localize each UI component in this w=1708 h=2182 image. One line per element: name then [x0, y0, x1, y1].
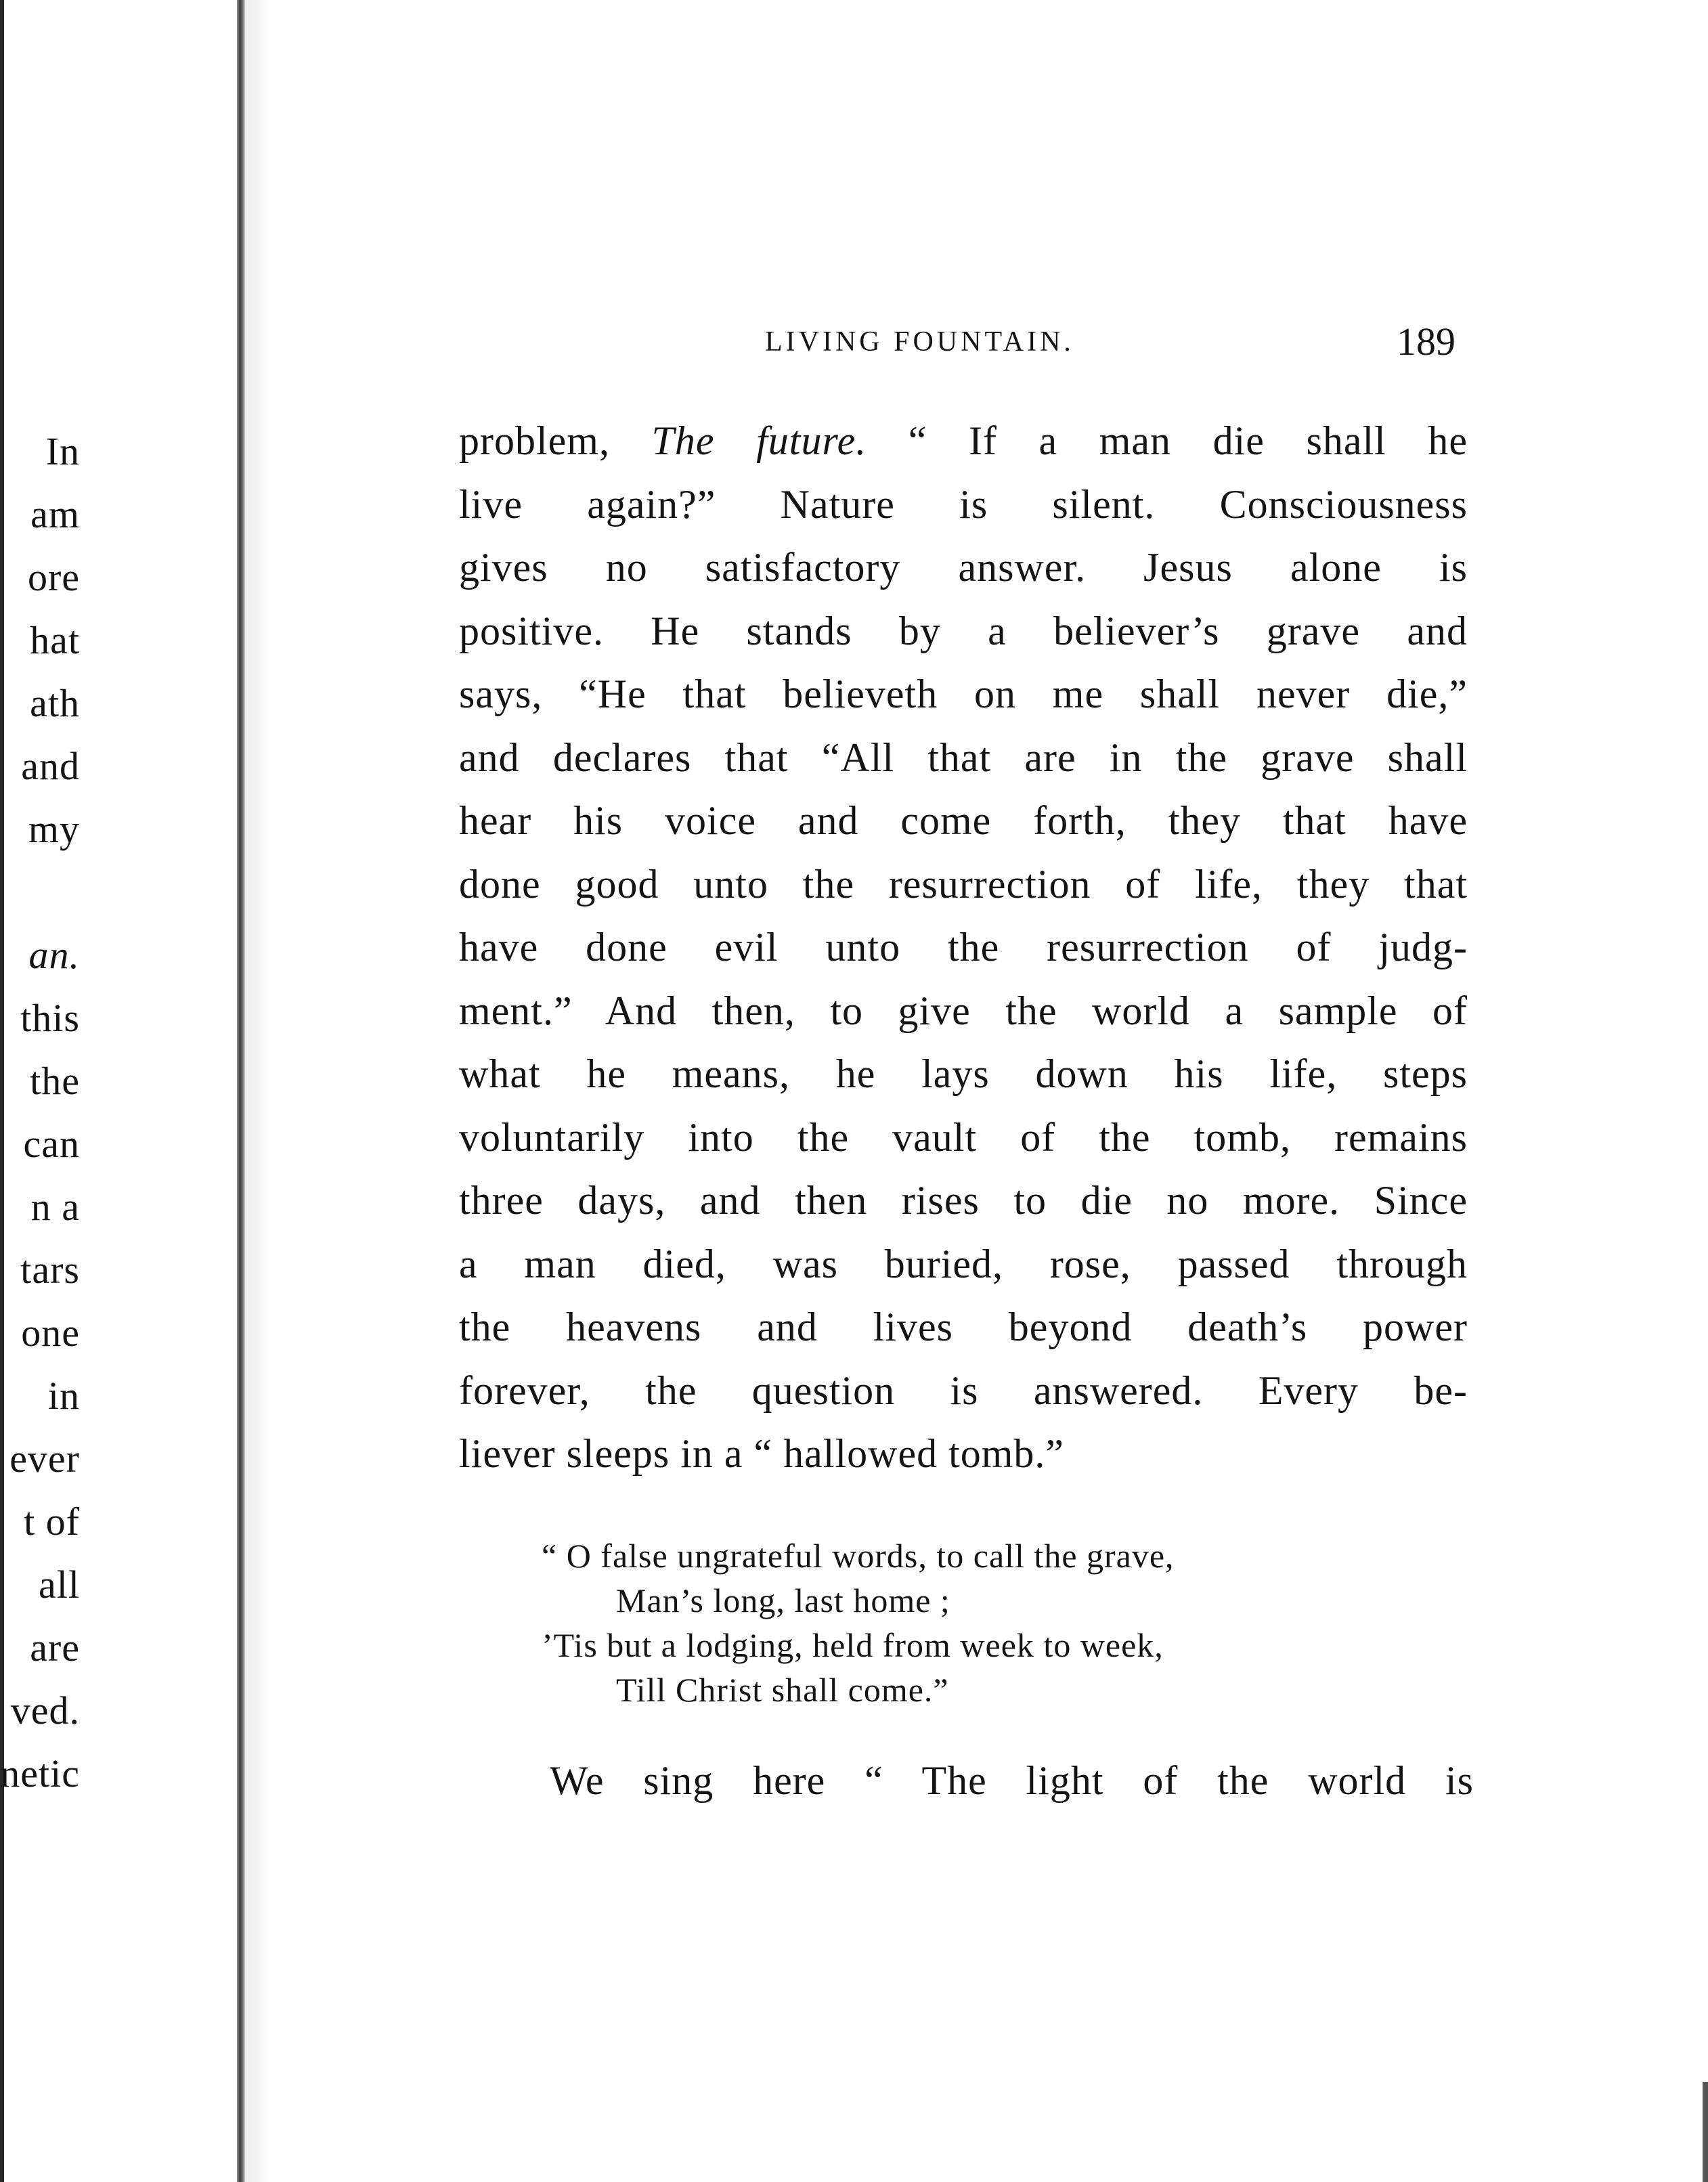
poem-line: ’Tis but a lodging, held from week to week, [542, 1626, 1164, 1664]
left-line-italic: an. [28, 933, 80, 977]
poem-line: “ O false ungrateful words, to call the grave, [542, 1537, 1175, 1575]
body-line: a man died, was buried, rose, passed through [459, 1241, 1468, 1286]
left-line: the [30, 1059, 80, 1103]
left-line: ath [30, 681, 80, 725]
poem-line: Till Christ shall come.” [616, 1671, 949, 1709]
left-line: hat [30, 618, 80, 662]
body-line: forever, the question is answered. Every be- [459, 1368, 1468, 1413]
left-facing-page [0, 0, 244, 2182]
left-line: t of [24, 1500, 80, 1544]
left-line: and [21, 744, 80, 788]
body-line: live again?” Nature is silent. Consciousness [459, 481, 1468, 527]
left-line: are [30, 1625, 80, 1670]
body-line [459, 410, 1468, 473]
page-number: 189 [1397, 320, 1455, 364]
left-line: in [47, 1374, 80, 1418]
left-line: n a [30, 1185, 80, 1229]
body-line: ment.” And then, to give the world a sample of [459, 988, 1468, 1033]
left-line: In [45, 429, 80, 473]
body-line: positive. He stands by a believer’s grave and [459, 608, 1468, 653]
book-gutter [237, 0, 245, 2182]
italic-phrase: The future. [651, 418, 867, 463]
scan-edge-mark [1703, 2082, 1708, 2182]
body-text-fragment: “ If a man die shall he [908, 418, 1468, 463]
left-line: am [30, 492, 80, 536]
left-line: all [39, 1563, 80, 1607]
poem-line: Man’s long, last home ; [616, 1581, 950, 1619]
left-line: one [21, 1311, 80, 1355]
body-line: says, “He that believeth on me shall never die,” [459, 672, 1468, 716]
body-line: done good unto the resurrection of life, they that [459, 861, 1468, 907]
left-line: ore [27, 555, 80, 599]
body-line: three days, and then rises to die no more. Since [459, 1178, 1468, 1223]
left-line-blank [0, 860, 80, 923]
left-line: can [23, 1122, 80, 1166]
gutter-shadow [245, 0, 272, 2182]
body-paragraph [459, 410, 1468, 1486]
left-line: my [28, 807, 80, 851]
closing-paragraph [550, 1750, 1474, 1811]
poem-quotation [542, 1533, 1381, 1712]
left-line: this [20, 996, 80, 1040]
running-head: LIVING FOUNTAIN. [765, 326, 1074, 357]
body-text-fragment: problem, [459, 418, 610, 463]
page-header [765, 318, 1455, 366]
left-line: ever [9, 1437, 80, 1481]
body-line: what he means, he lays down his life, steps [459, 1051, 1468, 1096]
closing-line: We sing here “ The light of the world is [550, 1758, 1474, 1803]
left-line: ved. [10, 1688, 80, 1732]
body-line: voluntarily into the vault of the tomb, remains [459, 1114, 1468, 1160]
body-line-last: liever sleeps in a “ hallowed tomb.” [459, 1431, 1065, 1476]
body-line: have done evil unto the resurrection of judg- [459, 925, 1468, 969]
body-line: hear his voice and come forth, they that have [459, 798, 1468, 843]
left-line: netic [0, 1751, 80, 1795]
left-line: tars [20, 1248, 80, 1292]
body-line: gives no satisfactory answer. Jesus alone is [459, 545, 1468, 590]
body-line: and declares that “All that are in the grave shall [459, 735, 1468, 780]
body-line: the heavens and lives beyond death’s power [459, 1305, 1468, 1349]
left-page-text-column [0, 420, 80, 1805]
